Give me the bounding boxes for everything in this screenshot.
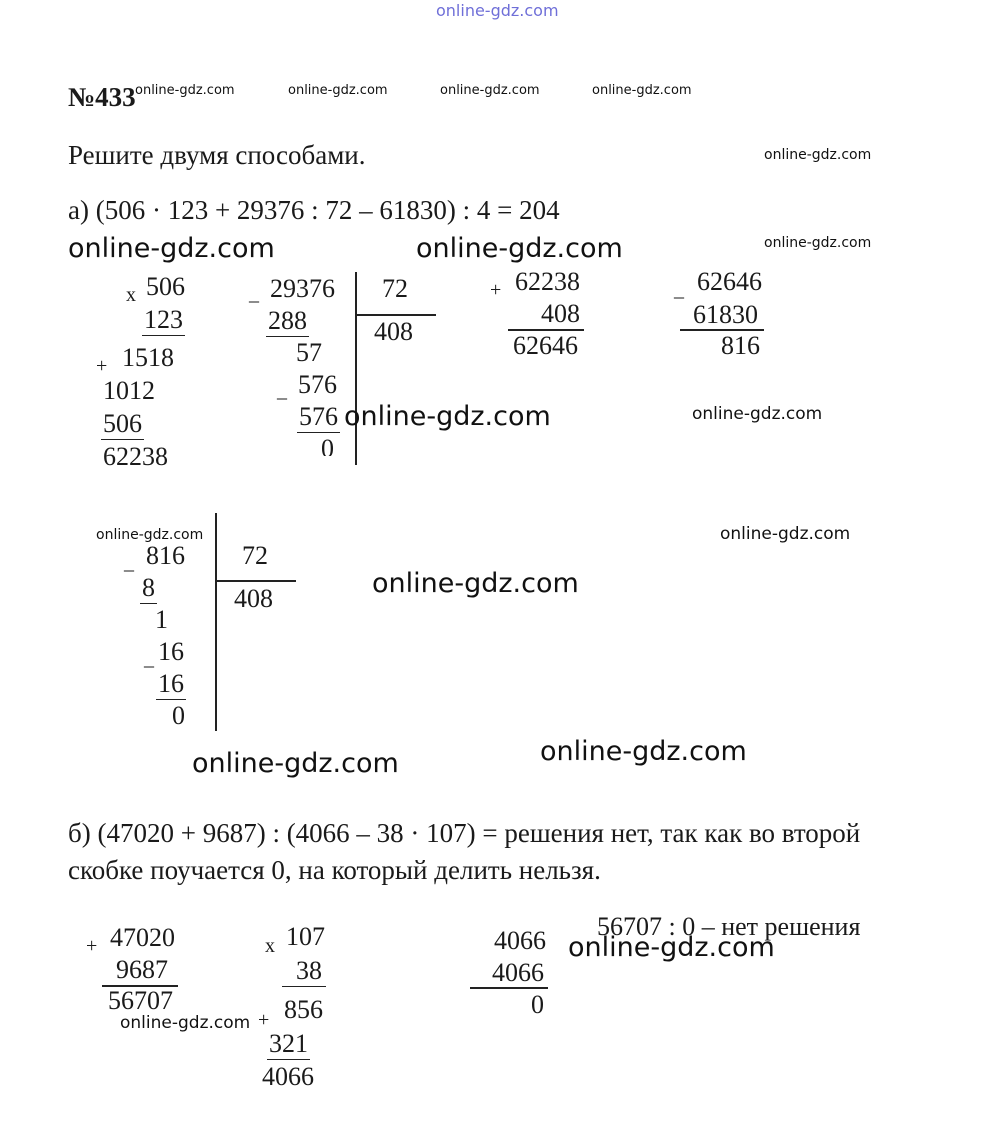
difference-result: 816 xyxy=(721,331,760,360)
watermark: online-gdz.com xyxy=(68,233,275,264)
watermark: online-gdz.com xyxy=(764,235,872,251)
subtrahend: 61830 xyxy=(693,300,758,329)
task-instruction: Решите двумя способами. xyxy=(68,140,366,170)
division-bar xyxy=(215,513,217,731)
plus-sign: + xyxy=(490,279,502,301)
remainder-2: 0 xyxy=(172,701,185,730)
remainder-1: 57 xyxy=(296,338,322,367)
watermark: online-gdz.com xyxy=(764,147,872,163)
part-b-line-1: б) (47020 + 9687) : (4066 – 38 · 107) = решения нет, так как во второй xyxy=(68,818,861,848)
factor-top: 107 xyxy=(286,922,325,951)
subtrahend-1: 8 xyxy=(142,573,155,602)
addend-top: 62238 xyxy=(515,267,580,296)
multiply-sign: x xyxy=(126,284,136,306)
product-result: 4066 xyxy=(262,1062,314,1091)
partial-product-2: 321 xyxy=(269,1029,308,1058)
minus-sign: _ xyxy=(144,648,154,670)
subtrahend-2: 16 xyxy=(158,669,184,698)
plus-sign: + xyxy=(96,355,108,377)
watermark: online-gdz.com xyxy=(692,404,823,424)
watermark: online-gdz.com xyxy=(568,932,775,963)
partial-product-1: 856 xyxy=(284,995,323,1024)
divisor: 72 xyxy=(242,541,268,570)
minuend: 62646 xyxy=(697,267,762,296)
addend-top: 47020 xyxy=(110,923,175,952)
quotient: 408 xyxy=(234,584,273,613)
multiply-sign: x xyxy=(265,935,275,957)
remainder-1: 1 xyxy=(155,605,168,634)
dividend: 816 xyxy=(146,541,185,570)
watermark: online-gdz.com xyxy=(540,736,747,767)
watermark: online-gdz.com xyxy=(416,233,623,264)
sum-result: 56707 xyxy=(108,986,173,1015)
watermark: online-gdz.com xyxy=(135,83,235,98)
plus-sign: + xyxy=(86,935,98,957)
watermark-top: online-gdz.com xyxy=(436,1,559,20)
minus-sign: _ xyxy=(674,279,684,301)
divisor-line xyxy=(217,580,296,582)
minus-sign: _ xyxy=(124,552,134,574)
plus-sign: + xyxy=(258,1009,270,1031)
watermark: online-gdz.com xyxy=(720,524,851,544)
watermark: online-gdz.com xyxy=(96,527,204,543)
watermark: online-gdz.com xyxy=(344,401,551,432)
partial-product-2: 1012 xyxy=(103,376,155,405)
division-bar xyxy=(355,272,357,465)
subtrahend-1: 288 xyxy=(268,306,307,335)
sum-result: 62646 xyxy=(513,331,578,360)
addend-bottom: 9687 xyxy=(116,955,168,984)
partial-product-3: 506 xyxy=(103,409,142,438)
product-result: 62238 xyxy=(103,442,168,471)
watermark: online-gdz.com xyxy=(372,568,579,599)
bring-down: 16 xyxy=(158,637,184,666)
factor-bottom: 123 xyxy=(144,305,183,334)
quotient: 408 xyxy=(374,317,413,346)
subtrahend-2: 576 xyxy=(299,402,338,431)
divisor: 72 xyxy=(382,274,408,303)
divisor-line xyxy=(357,314,436,316)
task-number: №433 xyxy=(68,82,136,112)
part-b-note: 56707 : 0 – нет решения xyxy=(597,912,861,941)
factor-bottom: 38 xyxy=(282,956,326,987)
watermark: online-gdz.com xyxy=(288,83,388,98)
partial-product-1: 1518 xyxy=(122,343,174,372)
watermark: online-gdz.com xyxy=(192,748,399,779)
minus-sign: _ xyxy=(249,283,259,305)
watermark: online-gdz.com xyxy=(440,83,540,98)
part-a-expression: а) (506 · 123 + 29376 : 72 – 61830) : 4 = 204 xyxy=(68,195,560,225)
subtrahend: 4066 xyxy=(492,958,544,987)
factor-top: 506 xyxy=(146,272,185,301)
minuend: 4066 xyxy=(494,926,546,955)
watermark: online-gdz.com xyxy=(592,83,692,98)
addend-bottom: 408 xyxy=(541,299,580,328)
dividend: 29376 xyxy=(270,274,335,303)
bring-down: 576 xyxy=(298,370,337,399)
difference-line xyxy=(470,987,548,989)
remainder-2: 0 xyxy=(321,434,334,456)
part-b-line-2: скобке поучается 0, на который делить нельзя. xyxy=(68,855,601,885)
watermark: online-gdz.com xyxy=(120,1013,251,1033)
minus-sign: _ xyxy=(277,380,287,402)
difference-result: 0 xyxy=(531,990,544,1019)
